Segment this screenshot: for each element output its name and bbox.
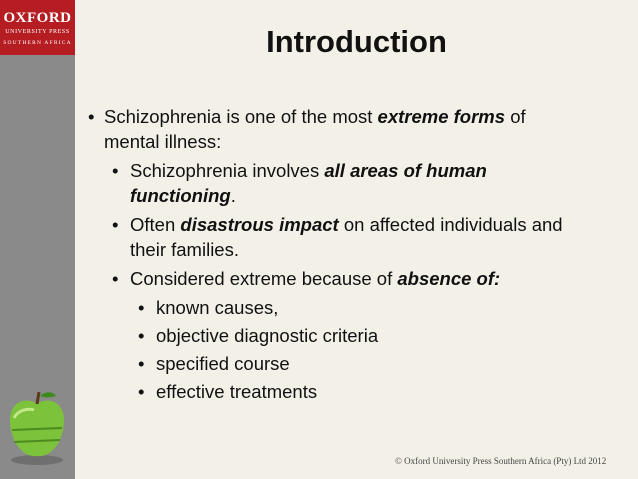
- bullet-text: Schizophrenia is one of the most: [104, 106, 378, 127]
- bullet-marker: •: [88, 106, 95, 127]
- bullet-emphasis: absence of:: [397, 268, 501, 289]
- bullet-marker: •: [138, 353, 145, 374]
- bullet-marker: •: [112, 214, 119, 235]
- bullet-item: [88, 104, 584, 154]
- sub-bullet-item: [112, 212, 570, 262]
- bullet-text: Considered extreme because of: [130, 268, 398, 289]
- bullet-emphasis: disastrous impact: [180, 214, 339, 235]
- bullet-marker: •: [138, 325, 145, 346]
- sidebar: [0, 0, 75, 479]
- bullet-text: objective diagnostic criteria: [156, 325, 379, 346]
- oxford-logo: [0, 0, 75, 55]
- bullet-text: Often: [130, 214, 181, 235]
- slide-title: Introduction: [266, 24, 447, 59]
- bullet-text: of mental illness:: [104, 106, 526, 152]
- slide-body: [88, 104, 612, 407]
- bullet-text: .: [230, 185, 236, 206]
- bullet-text: specified course: [156, 353, 290, 374]
- sub-sub-bullet-item: [138, 323, 556, 348]
- bullet-text: Schizophrenia involves: [130, 160, 325, 181]
- bullet-text: known causes,: [156, 297, 279, 318]
- sub-sub-bullet-item: [138, 351, 556, 376]
- sub-bullet-item: [112, 266, 570, 291]
- logo-line-2: UNIVERSITY PRESS: [5, 29, 70, 35]
- copyright-footer: © Oxford University Press Southern Africa (Pty) Ltd 2012: [395, 456, 607, 466]
- bullet-marker: •: [138, 381, 145, 402]
- sub-sub-bullet-item: [138, 295, 556, 320]
- bullet-marker: •: [112, 160, 119, 181]
- sub-sub-bullet-item: [138, 379, 556, 404]
- logo-line-1: OXFORD: [3, 10, 72, 26]
- bullet-emphasis: all areas of human functioning: [130, 160, 487, 206]
- bullet-marker: •: [138, 297, 145, 318]
- bullet-emphasis: extreme forms: [377, 106, 506, 127]
- green-apple-icon: [4, 388, 70, 468]
- bullet-text: effective treatments: [156, 381, 318, 402]
- bullet-text: on affected individuals and their families.: [130, 214, 563, 260]
- logo-line-3: SOUTHERN AFRICA: [3, 40, 72, 46]
- sub-bullet-item: [112, 158, 570, 208]
- bullet-marker: •: [112, 268, 119, 289]
